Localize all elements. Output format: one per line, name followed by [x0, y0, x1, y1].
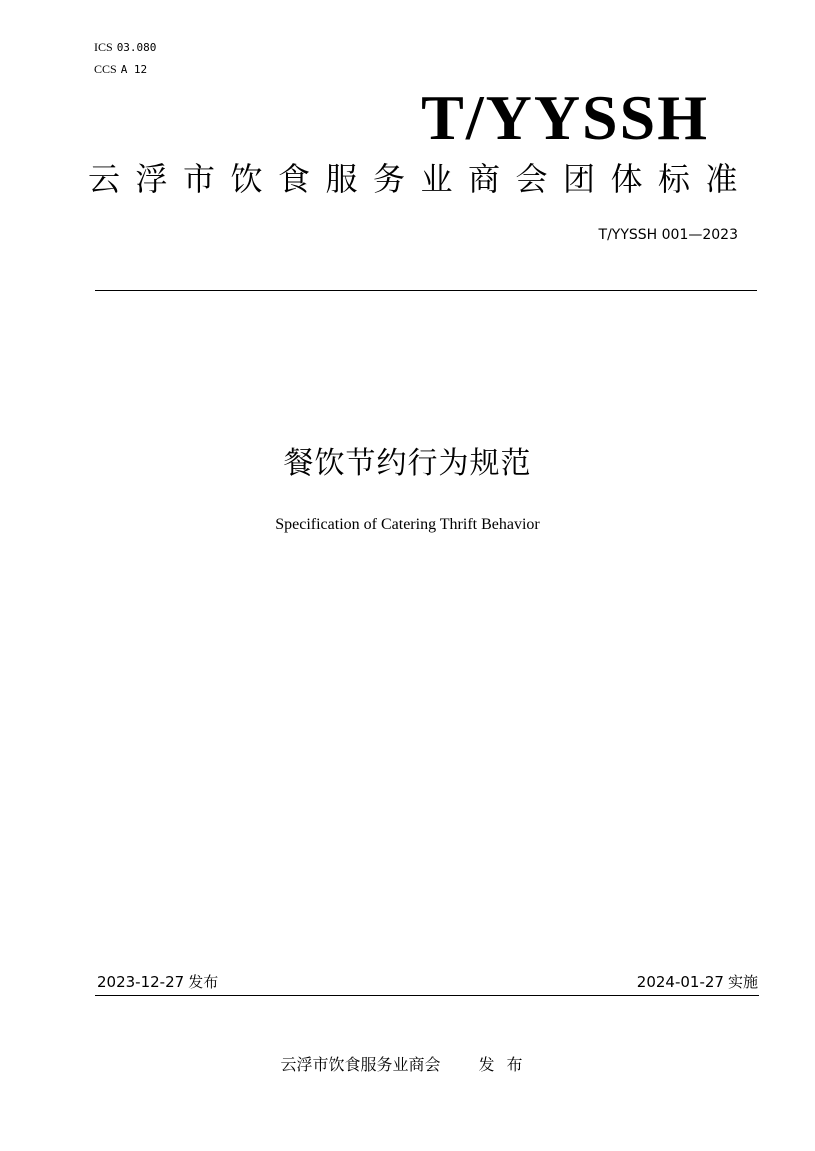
ics-label: ICS: [94, 40, 113, 54]
issue-date: [97, 972, 218, 992]
implement-date-label: 实施: [727, 973, 758, 991]
issue-date-value: 2023-12-27: [97, 973, 185, 991]
ccs-classification: [94, 62, 147, 77]
standard-code-logo: T/YYSSH: [421, 82, 709, 153]
standard-number: T/YYSSH 001—2023: [598, 227, 738, 243]
ccs-code: A 12: [120, 63, 148, 76]
implement-date: [637, 972, 758, 992]
publisher-org: 云浮市饮食服务业商会: [280, 1055, 441, 1074]
bottom-divider: [95, 995, 759, 996]
ics-classification: [94, 40, 156, 55]
publisher-action: 发布: [478, 1055, 535, 1074]
ics-code: 03.080: [116, 41, 157, 54]
publisher-line: [0, 1054, 815, 1076]
document-title-en: Specification of Catering Thrift Behavior: [275, 516, 540, 533]
implement-date-value: 2024-01-27: [636, 973, 724, 991]
issue-date-label: 发布: [188, 973, 219, 991]
document-title-zh: 餐饮节约行为规范: [283, 446, 532, 481]
org-standard-name: 云浮市饮食服务业商会团体标准: [88, 160, 754, 198]
top-divider: [95, 290, 757, 291]
ccs-label: CCS: [94, 62, 117, 76]
